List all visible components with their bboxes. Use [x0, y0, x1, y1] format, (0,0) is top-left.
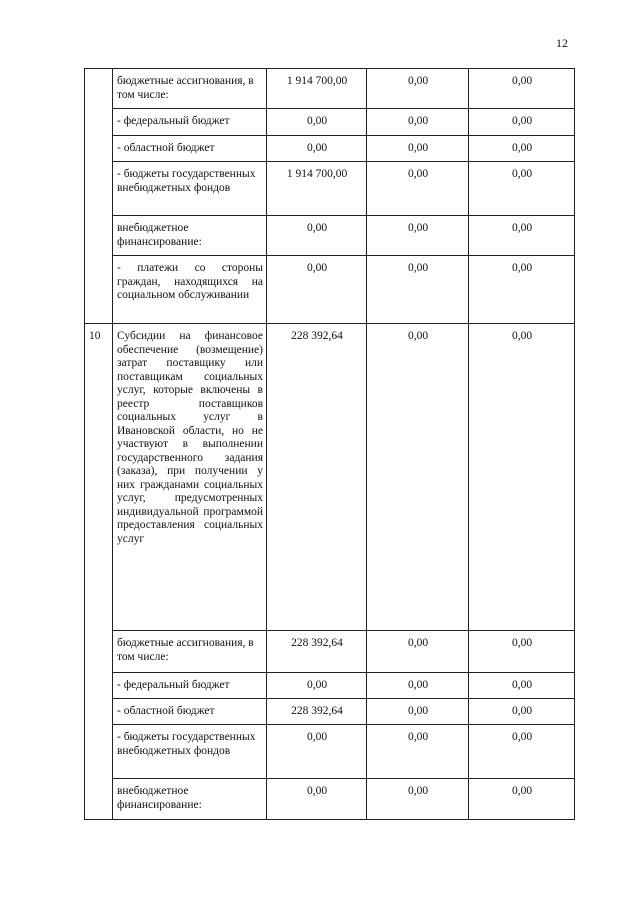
value-cell: 0,00 — [469, 779, 575, 820]
table-row — [85, 216, 575, 256]
value-cell: 0,00 — [469, 324, 575, 631]
table-row — [85, 673, 575, 699]
value-cell: 0,00 — [367, 324, 469, 631]
value-cell: 228 392,64 — [267, 699, 367, 725]
row-label: - областной бюджет — [113, 699, 267, 725]
value-cell: 0,00 — [267, 136, 367, 162]
value-cell: 0,00 — [367, 779, 469, 820]
table-row — [85, 136, 575, 162]
row-label: внебюджетное финансирование: — [113, 216, 267, 256]
value-cell: 0,00 — [469, 109, 575, 136]
value-cell: 0,00 — [469, 216, 575, 256]
row-index — [85, 69, 113, 324]
value-cell: 0,00 — [267, 779, 367, 820]
row-label: - бюджеты государственных внебюджетных фондов — [113, 725, 267, 779]
table-row — [85, 631, 575, 673]
value-cell: 0,00 — [367, 216, 469, 256]
value-cell: 0,00 — [469, 136, 575, 162]
row-label: внебюджетное финансирование: — [113, 779, 267, 820]
value-cell: 228 392,64 — [267, 631, 367, 673]
row-label: Субсидии на финансовое обеспечение (возмещение) затрат поставщику или поставщикам социальных услуг, которые включены в реестр поставщиков социальных услуг в Ивановской области, но не участвуют в выполнении государственного задания (заказа), при получении у них гражданами социальных услуг, предусмотренных индивидуальной программой предоставления социальных услуг — [113, 324, 267, 631]
value-cell: 0,00 — [469, 631, 575, 673]
value-cell: 0,00 — [267, 216, 367, 256]
table-row — [85, 324, 575, 631]
value-cell: 0,00 — [367, 631, 469, 673]
table-row — [85, 699, 575, 725]
value-cell: 1 914 700,00 — [267, 162, 367, 216]
value-cell: 0,00 — [267, 109, 367, 136]
row-label: бюджетные ассигнования, в том числе: — [113, 631, 267, 673]
value-cell: 0,00 — [267, 673, 367, 699]
row-label: - федеральный бюджет — [113, 673, 267, 699]
value-cell: 0,00 — [367, 69, 469, 109]
row-label: - областной бюджет — [113, 136, 267, 162]
table-row — [85, 109, 575, 136]
row-label: - федеральный бюджет — [113, 109, 267, 136]
table-row — [85, 162, 575, 216]
value-cell: 0,00 — [367, 136, 469, 162]
value-cell: 1 914 700,00 — [267, 69, 367, 109]
value-cell: 0,00 — [469, 256, 575, 324]
value-cell: 0,00 — [469, 69, 575, 109]
value-cell: 0,00 — [367, 699, 469, 725]
value-cell: 0,00 — [367, 673, 469, 699]
value-cell: 0,00 — [469, 673, 575, 699]
row-label: - бюджеты государственных внебюджетных фондов — [113, 162, 267, 216]
value-cell: 0,00 — [367, 725, 469, 779]
value-cell: 0,00 — [267, 725, 367, 779]
budget-table — [84, 68, 575, 820]
value-cell: 228 392,64 — [267, 324, 367, 631]
page-number: 12 — [556, 36, 568, 50]
value-cell: 0,00 — [267, 256, 367, 324]
value-cell: 0,00 — [367, 162, 469, 216]
table-row — [85, 779, 575, 820]
value-cell: 0,00 — [367, 256, 469, 324]
table-row — [85, 69, 575, 109]
value-cell: 0,00 — [469, 699, 575, 725]
row-label: - платежи со стороны граждан, находящихся на социальном обслуживании — [113, 256, 267, 324]
row-index: 10 — [85, 324, 113, 820]
row-label: бюджетные ассигнования, в том числе: — [113, 69, 267, 109]
value-cell: 0,00 — [367, 109, 469, 136]
value-cell: 0,00 — [469, 162, 575, 216]
table-row — [85, 256, 575, 324]
value-cell: 0,00 — [469, 725, 575, 779]
table-row — [85, 725, 575, 779]
